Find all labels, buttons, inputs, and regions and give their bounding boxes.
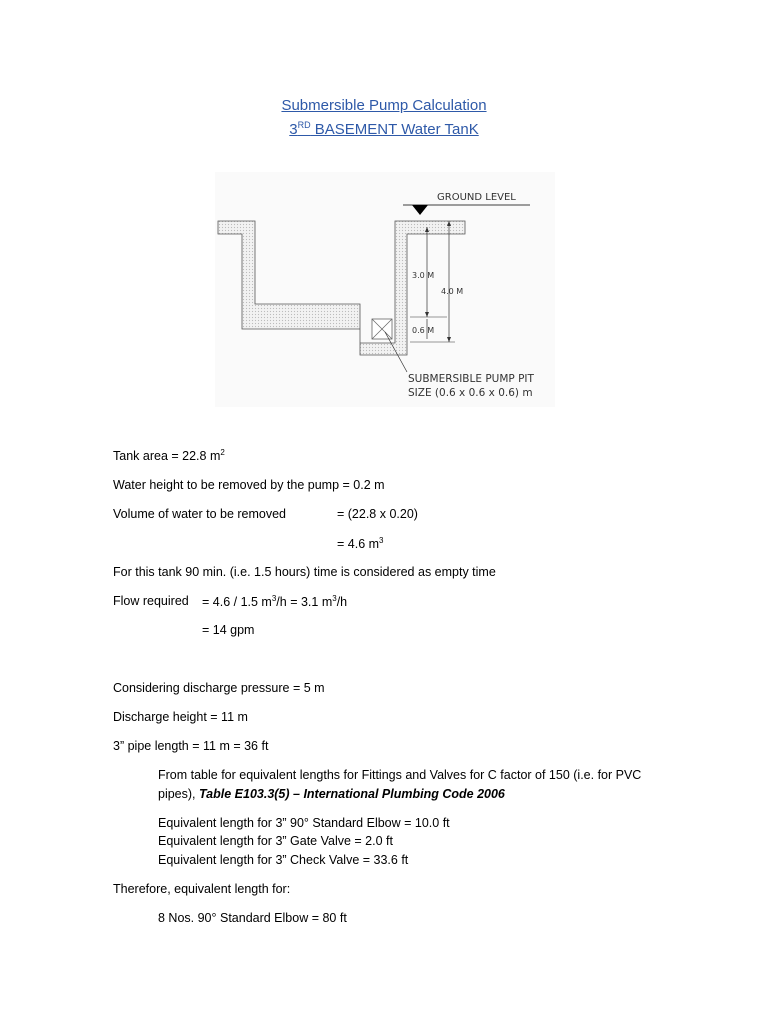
flow-eq (202, 594, 347, 609)
flow-eq-b-sup: 3 (332, 594, 337, 603)
nos-elbow: 8 Nos. 90° Standard Elbow = 80 ft (158, 911, 347, 925)
dim-label-3m: 3.0 M (412, 271, 435, 280)
flow-label: Flow required (113, 594, 189, 608)
dim-label-4m: 4.0 M (441, 287, 464, 296)
pit-label-line2: SIZE (0.6 x 0.6 x 0.6) m (408, 387, 533, 399)
dim-label-06m: 0.6 M (412, 326, 435, 335)
table-ref-citation: Table E103.3(5) – International Plumbing Code 2006 (199, 787, 505, 801)
flow-eq-b: /h = 3.1 m (276, 595, 333, 610)
therefore: Therefore, equivalent length for: (113, 882, 291, 896)
volume-label: Volume of water to be removed (113, 507, 287, 521)
document-title: Submersible Pump Calculation (281, 97, 487, 114)
table-ref-prefix: pipes), (158, 787, 199, 801)
eq-gate: Equivalent length for 3” Gate Valve = 2.0 ft (158, 834, 393, 848)
volume-eq1: = (22.8 x 0.20) (337, 507, 418, 521)
document-subtitle (0, 120, 768, 138)
tank-area-text: Tank area = 22.8 m (113, 449, 221, 464)
diagram-background (215, 172, 555, 407)
pipe-length: 3” pipe length = 11 m = 36 ft (113, 739, 269, 753)
table-ref-line1: From table for equivalent lengths for Fittings and Valves for C factor of 150 (i.e. for PVC (158, 768, 642, 782)
water-height: Water height to be removed by the pump = 0.2 m (113, 478, 385, 492)
subtitle-text: BASEMENT Water TanK (310, 121, 479, 138)
discharge-pressure: Considering discharge pressure = 5 m (113, 681, 325, 695)
ground-level-label: GROUND LEVEL (437, 192, 516, 203)
tank-area (113, 448, 225, 463)
flow-eq-c: /h (336, 595, 348, 610)
volume-eq2-text: = 4.6 m (337, 537, 380, 552)
flow-eq-a: = 4.6 / 1.5 m (202, 595, 272, 610)
pit-label-line1: SUBMERSIBLE PUMP PIT (408, 373, 534, 385)
tank-area-sup: 2 (220, 448, 225, 457)
flow-eq-a-sup: 3 (271, 594, 277, 603)
table-ref-line2 (158, 787, 505, 801)
volume-eq2 (337, 536, 384, 551)
subtitle-superscript: RD (297, 120, 311, 130)
tank-section-diagram (215, 172, 555, 407)
eq-check: Equivalent length for 3” Check Valve = 33.6 ft (158, 853, 409, 867)
eq-elbow: Equivalent length for 3” 90° Standard Elbow = 10.0 ft (158, 816, 450, 830)
volume-eq2-sup: 3 (379, 536, 384, 545)
empty-time: For this tank 90 min. (i.e. 1.5 hours) time is considered as empty time (113, 565, 496, 579)
flow-gpm: = 14 gpm (202, 623, 255, 637)
discharge-height: Discharge height = 11 m (113, 710, 248, 724)
subtitle-number: 3 (289, 121, 298, 138)
